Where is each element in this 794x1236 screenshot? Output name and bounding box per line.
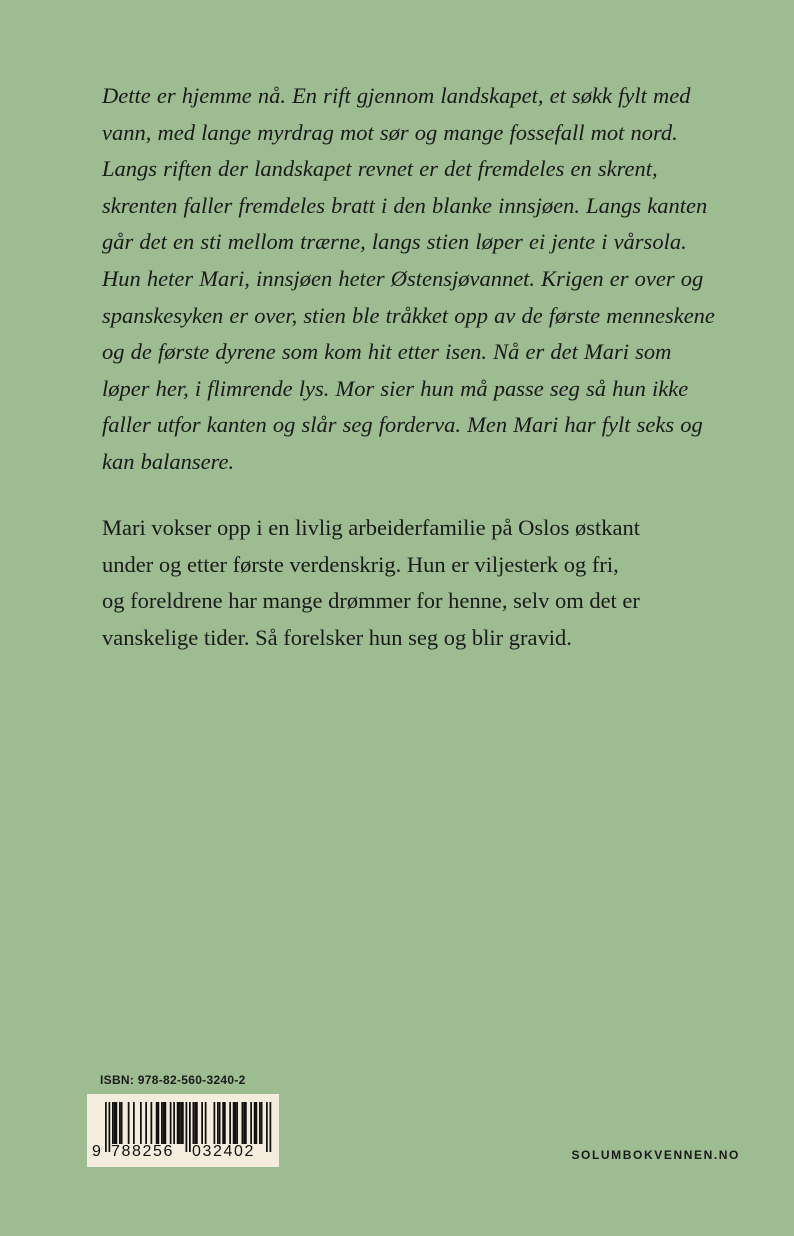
barcode-bar [245,1102,247,1144]
barcode-bar [133,1102,135,1144]
blurb-line: spanskesyken er over, stien ble tråkket opp av de første menneskene [102,302,715,328]
blurb-summary [102,510,752,656]
barcode-digits [87,1140,279,1164]
barcode-bar [242,1102,244,1144]
blurb-line: kan balansere. [102,448,235,474]
barcode-bar [182,1102,184,1144]
barcode-bar [193,1102,195,1144]
blurb-line: faller utfor kanten og slår seg forderva. Men Mari har fylt seks og [102,412,703,438]
barcode-bar [158,1102,160,1144]
barcode-bar [219,1102,221,1144]
barcode-bar [256,1102,258,1144]
isbn-label: ISBN: 978-82-560-3240-2 [100,1073,246,1087]
barcode-bar [201,1102,203,1144]
blurb-line: skrenten faller fremdeles bratt i den blanke innsjøen. Langs kanten [102,192,708,218]
barcode-bar [205,1102,207,1144]
barcode-bar [128,1102,130,1144]
barcode [87,1094,279,1167]
blurb-italic-excerpt [102,78,752,481]
blurb-line: Dette er hjemme nå. En rift gjennom landskapet, et søkk fylt med [102,83,691,108]
barcode-bar [261,1102,263,1144]
barcode-bar [165,1102,167,1144]
summary-line: under og etter første verdenskrig. Hun er viljesterk og fri, [102,551,619,577]
barcode-bar [243,1102,245,1144]
barcode-bar [156,1102,158,1144]
blurb-line: løper her, i flimrende lys. Mor sier hun må passe seg så hun ikke [102,375,689,401]
barcode-bar [140,1102,142,1144]
barcode-left-digits: 788256 [111,1143,174,1160]
summary-line: og foreldrene har mange drømmer for henne, selv om det er [102,588,640,614]
blurb-line: Langs riften der landskapet revnet er det fremdeles en skrent, [102,156,658,182]
barcode-bar [217,1102,219,1144]
barcode-bar [235,1102,237,1144]
barcode-bar [116,1102,118,1144]
summary-line: Mari vokser opp i en livlig arbeiderfamilie på Oslos østkant [102,515,641,540]
barcode-bar [194,1102,196,1144]
barcode-bar [112,1102,114,1144]
barcode-right-digits: 032402 [192,1143,255,1160]
blurb-line: vann, med lange myrdrag mot sør og mange fossefall mot nord. [102,119,678,145]
barcode-bar [145,1102,147,1144]
blurb-line: går det en sti mellom trærne, langs stien løper ei jente i vårsola. [102,229,687,255]
blurb-line: Hun heter Mari, innsjøen heter Østensjøvannet. Krigen er over og [102,265,704,291]
barcode-bar [170,1102,172,1144]
barcode-bar [224,1102,226,1144]
barcode-bar [214,1102,216,1144]
blurb-line: og de første dyrene som kom hit etter isen. Nå er det Mari som [102,339,672,365]
barcode-bar [177,1102,179,1144]
barcode-bar [236,1102,238,1144]
barcode-bar [233,1102,235,1144]
barcode-bar [114,1102,116,1144]
barcode-bar [163,1102,165,1144]
barcode-bar [121,1102,123,1144]
barcode-bar [254,1102,256,1144]
barcode-bar [196,1102,198,1144]
summary-line: vanskelige tider. Så forelsker hun seg og blir gravid. [102,624,572,650]
barcode-bar [229,1102,231,1144]
barcode-bar [180,1102,182,1144]
barcode-bar [259,1102,261,1144]
publisher-url: SOLUMBOKVENNEN.NO [571,1148,740,1162]
barcode-bar [161,1102,163,1144]
barcode-bar [222,1102,224,1144]
barcode-bar [151,1102,153,1144]
barcode-first-digit: 9 [92,1143,101,1160]
barcode-bar [179,1102,181,1144]
barcode-bar [173,1102,175,1144]
barcode-bar [119,1102,121,1144]
barcode-bar [250,1102,252,1144]
